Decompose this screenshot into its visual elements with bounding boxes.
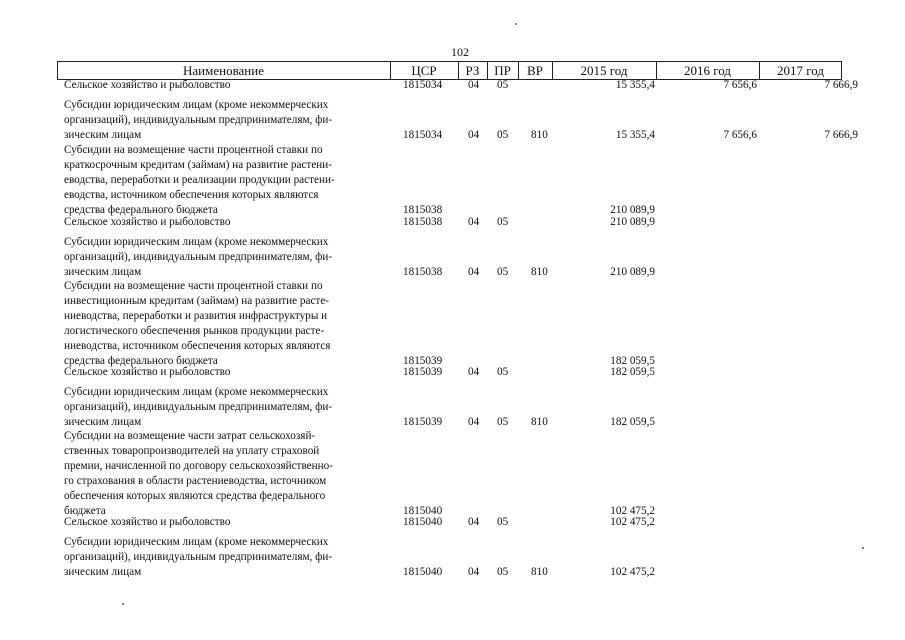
cell-csr: 1815034 [403, 79, 443, 91]
cell-y2017: 7 666,9 [824, 129, 858, 141]
row-name: Сельское хозяйство и рыболовство [64, 79, 231, 91]
table-row [0, 515, 905, 530]
cell-vr: 810 [531, 266, 548, 278]
scan-speck [862, 547, 864, 549]
cell-rz: 04 [468, 266, 480, 278]
cell-y2015: 182 059,5 [610, 416, 655, 428]
cell-csr: 1815040 [403, 566, 443, 578]
row-name: Субсидии на возмещение части затрат сельскохозяй- ственных товаропроизводителей на уплату страховой премии, начисленной по договору сельскохозяйственно- го страхования в области растениеводства, источником обеспечения которых являются средства федерального бюджета [64, 430, 333, 517]
header-pr: ПР [494, 63, 511, 78]
cell-rz: 04 [468, 216, 480, 228]
cell-csr: 1815038 [403, 266, 443, 278]
cell-pr: 05 [497, 416, 509, 428]
header-rz: РЗ [465, 63, 480, 78]
table-row [0, 385, 905, 430]
cell-rz: 04 [468, 416, 480, 428]
cell-y2016: 7 656,6 [723, 79, 757, 91]
row-name: Сельское хозяйство и рыболовство [64, 516, 231, 528]
cell-csr: 1815039 [403, 366, 443, 378]
header-csr: ЦСР [411, 63, 437, 78]
header-2017: 2017 год [777, 63, 824, 78]
cell-y2015: 15 355,4 [615, 129, 655, 141]
table-row [0, 78, 905, 93]
page-number: 102 [451, 45, 469, 59]
cell-csr: 1815038 [403, 204, 443, 216]
table-row [0, 98, 905, 143]
scan-speck [122, 603, 124, 605]
cell-pr: 05 [497, 366, 509, 378]
cell-rz: 04 [468, 79, 480, 91]
cell-vr: 810 [531, 566, 548, 578]
cell-csr: 1815034 [403, 129, 443, 141]
header-name: Наименование [183, 63, 264, 78]
cell-pr: 05 [497, 266, 509, 278]
header-2015: 2015 год [580, 63, 628, 78]
cell-rz: 04 [468, 566, 480, 578]
row-name: Субсидии юридическим лицам (кроме некоммерческих организаций), индивидуальным предпринимателям, фи- зическим лицам [64, 536, 333, 578]
cell-rz: 04 [468, 129, 480, 141]
cell-y2015: 102 475,2 [610, 566, 655, 578]
cell-y2015: 210 089,9 [610, 266, 655, 278]
row-name: Субсидии юридическим лицам (кроме некоммерческих организаций), индивидуальным предпринимателям, фи- зическим лицам [64, 386, 333, 428]
cell-vr: 810 [531, 416, 548, 428]
cell-csr: 1815039 [403, 355, 443, 367]
cell-csr: 1815038 [403, 216, 443, 228]
table-row [0, 143, 905, 218]
cell-y2015: 182 059,5 [610, 366, 655, 378]
cell-pr: 05 [497, 216, 509, 228]
cell-y2015: 15 355,4 [615, 79, 655, 91]
cell-y2016: 7 656,6 [723, 129, 757, 141]
cell-rz: 04 [468, 366, 480, 378]
cell-y2017: 7 666,9 [824, 79, 858, 91]
row-name: Субсидии юридическим лицам (кроме некоммерческих организаций), индивидуальным предпринимателям, фи- зическим лицам [64, 99, 333, 141]
row-name: Сельское хозяйство и рыболовство [64, 366, 231, 378]
row-name: Сельское хозяйство и рыболовство [64, 216, 231, 228]
table-row [0, 279, 905, 369]
cell-y2015: 182 059,5 [610, 355, 655, 367]
cell-pr: 05 [497, 129, 509, 141]
cell-y2015: 102 475,2 [610, 505, 655, 517]
cell-pr: 05 [497, 516, 509, 528]
row-name: Субсидии юридическим лицам (кроме некоммерческих организаций), индивидуальным предпринимателям, фи- зическим лицам [64, 236, 333, 278]
cell-pr: 05 [497, 79, 509, 91]
cell-csr: 1815040 [403, 516, 443, 528]
header-vr: ВР [527, 63, 543, 78]
cell-y2015: 210 089,9 [610, 204, 655, 216]
header-2016: 2016 год [684, 63, 731, 78]
cell-csr: 1815040 [403, 505, 443, 517]
table-row [0, 429, 905, 519]
cell-vr: 810 [531, 129, 548, 141]
cell-y2015: 210 089,9 [610, 216, 655, 228]
row-name: Субсидии на возмещение части процентной ставки по краткосрочным кредитам (займам) на развитие растени- еводства, переработки и реализации продукции растени- еводства, источником обеспечения которых являются средства федерального бюджета [64, 144, 335, 216]
table-row [0, 235, 905, 280]
cell-y2015: 102 475,2 [610, 516, 655, 528]
cell-rz: 04 [468, 516, 480, 528]
cell-pr: 05 [497, 566, 509, 578]
scan-speck [515, 23, 517, 25]
table-row [0, 215, 905, 230]
row-name: Субсидии на возмещение части процентной ставки по инвестиционным кредитам (займам) на развитие расте- ниеводства, переработки и развития инфраструктуры и логистического обеспечения рынков продукции расте- ниеводства, источником обеспечения которых являются средства федерального бюджета [64, 280, 331, 367]
table-row [0, 365, 905, 380]
cell-csr: 1815039 [403, 416, 443, 428]
table-row [0, 535, 905, 580]
